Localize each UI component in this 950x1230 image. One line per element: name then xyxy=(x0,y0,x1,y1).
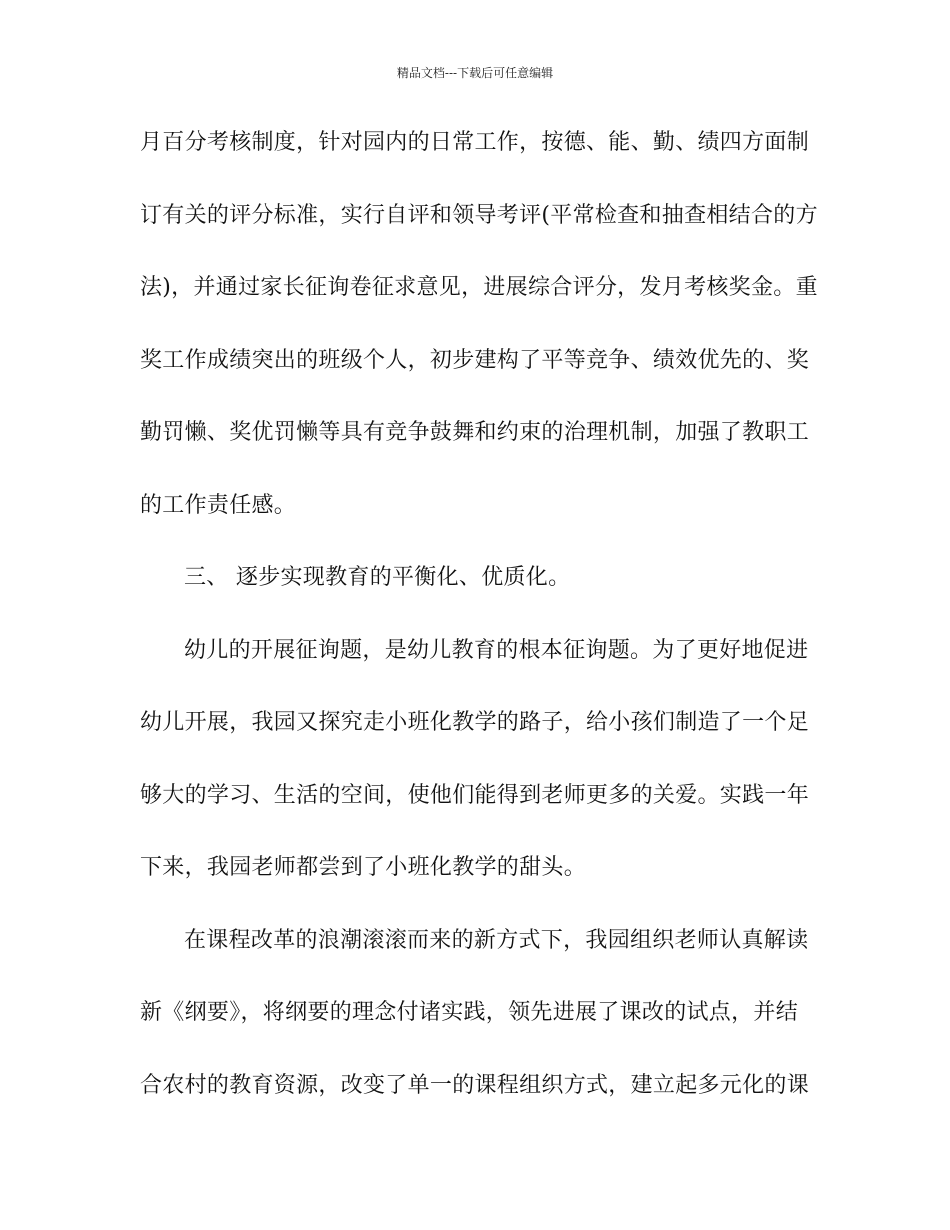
text-line: 的工作责任感。 xyxy=(140,492,297,518)
text-line: 在课程改革的浪潮滚滚而来的新方式下，我园组织老师认真解读 xyxy=(184,927,809,953)
text-line: 够大的学习、生活的空间，使他们能得到老师更多的关爱。实践一年 xyxy=(140,782,810,808)
text-line: 新《纲要》，将纲要的理念付诸实践，领先进展了课改的试点，并结 xyxy=(140,1000,799,1025)
text-line: 合农村的教育资源，改变了单一的课程组织方式，建立起多元化的课 xyxy=(140,1072,810,1098)
text-line: 奖工作成绩突出的班级个人，初步建构了平等竞争、绩效优先的、奖 xyxy=(140,347,810,373)
section-heading: 三、 逐步实现教育的平衡化、优质化。 xyxy=(184,565,571,590)
text-line: 勤罚懒、奖优罚懒等具有竞争鼓舞和约束的治理机制，加强了教职工 xyxy=(140,420,810,445)
text-line: 法)，并通过家长征询卷征求意见，进展综合评分，发月考核奖金。重 xyxy=(140,275,818,300)
text-line: 幼儿开展，我园又探究走小班化教学的路子，给小孩们制造了一个足 xyxy=(140,710,810,735)
page-header: 精品文档---下载后可任意编辑 xyxy=(396,66,554,80)
text-line: 幼儿的开展征询题，是幼儿教育的根本征询题。为了更好地促进 xyxy=(184,637,809,663)
text-line: 下来，我园老师都尝到了小班化教学的甜头。 xyxy=(140,855,587,880)
text-line: 订有关的评分标准，实行自评和领导考评(平常检查和抽查相结合的方 xyxy=(140,202,818,228)
text-line: 月百分考核制度，针对园内的日常工作，按德、能、勤、绩四方面制 xyxy=(140,130,810,155)
document-body xyxy=(140,107,820,1122)
